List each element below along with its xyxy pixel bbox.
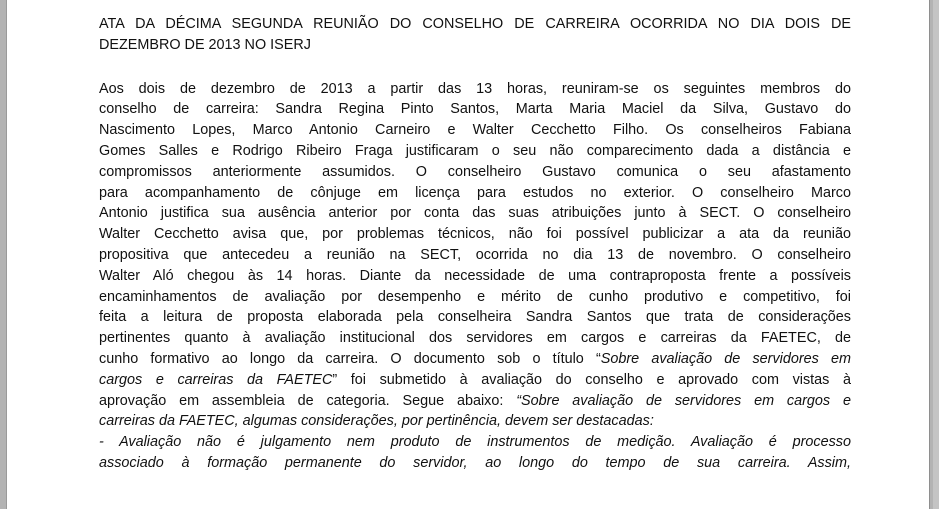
line15-italic: cargos e carreiras da FAETEC (99, 371, 333, 388)
body-line-18 (99, 432, 851, 453)
body-line-10: Walter Aló chegou às 14 horas. Diante da necessidade de uma contraproposta frente a possíveis (99, 267, 851, 284)
page-content (99, 14, 851, 474)
body-line-3: Nascimento Lopes, Marco Antonio Carneiro e Walter Cecchetto Filho. Os conselheiros Fabiana (99, 122, 851, 139)
line17-italic: carreiras da FAETEC, algumas considerações, por pertinência, devem ser destacadas: (99, 413, 654, 430)
line14-text: cunho formativo ao longo da carreira. O documento sob o título “ (99, 350, 601, 367)
body-line-4: Gomes Salles e Rodrigo Ribeiro Fraga justificaram o seu não comparecimento dada a distância e (99, 142, 851, 159)
title-line-1: ATA DA DÉCIMA SEGUNDA REUNIÃO DO CONSELHO DE CARREIRA OCORRIDA NO DIA DOIS DE (99, 16, 851, 32)
paragraph-gap (99, 56, 851, 79)
document-page (7, 0, 929, 509)
body-line-15 (99, 370, 851, 391)
title-line-2: DEZEMBRO DE 2013 NO ISERJ (99, 36, 311, 53)
vertical-scrollbar[interactable] (933, 0, 939, 509)
body-line-1: Aos dois de dezembro de 2013 a partir das 13 horas, reuniram-se os seguintes membros do (99, 80, 851, 97)
line18-italic: - Avaliação não é julgamento nem produto de instrumentos de medição. Avaliação é processo (99, 434, 851, 451)
body-line-11: encaminhamentos de avaliação por desempenho e mérito de cunho produtivo e competitivo, foi (99, 288, 851, 305)
body-line-8: Walter Cecchetto avisa que, por problemas técnicos, não foi possível publicizar a ata da reunião (99, 226, 851, 243)
body-line-19 (99, 453, 851, 474)
body-line-5: compromissos anteriormente assumidos. O conselheiro Gustavo comunica o seu afastamento (99, 163, 851, 180)
body-line-17 (99, 411, 851, 432)
line14-italic: Sobre avaliação de servidores em (600, 350, 851, 367)
body-line-12: feita a leitura de proposta elaborada pela conselheira Sandra Santos que trata de considerações (99, 309, 851, 326)
body-line-7: Antonio justifica sua ausência anterior por conta das suas atribuições junto à SECT. O conselheiro (99, 205, 851, 222)
line16-italic: “Sobre avaliação de servidores em cargos e (516, 392, 851, 409)
body-line-2: conselho de carreira: Sandra Regina Pinto Santos, Marta Maria Maciel da Silva, Gustavo do (99, 101, 851, 118)
line16-text: aprovação em assembleia de categoria. Segue abaixo: (99, 392, 517, 409)
line15-text: ” foi submetido à avaliação do conselho e aprovado com vistas à (332, 371, 851, 388)
body-paragraph (99, 79, 851, 349)
body-line-14 (99, 349, 851, 370)
body-line-6: para acompanhamento de cônjuge em licença para estudos no exterior. O conselheiro Marco (99, 184, 851, 201)
body-line-16 (99, 391, 851, 412)
line19-italic: associado à formação permanente do servidor, ao longo do tempo de sua carreira. Assim, (99, 454, 851, 471)
body-line-13: pertinentes quanto à avaliação institucional dos servidores em cargos e carreiras da FAETEC, de (99, 330, 851, 347)
body-line-9: propositiva que antecedeu a reunião na SECT, ocorrida no dia 13 de novembro. O conselheiro (99, 246, 851, 263)
